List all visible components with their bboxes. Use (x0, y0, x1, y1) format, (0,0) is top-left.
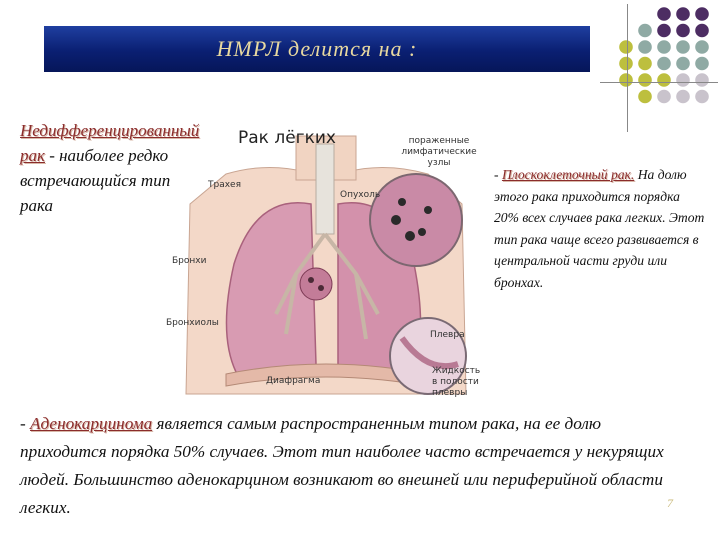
decorative-dot (676, 7, 690, 21)
bottom-dash: - (20, 414, 31, 433)
decorative-dots (616, 6, 716, 106)
decorative-dot (619, 40, 633, 54)
decorative-dot (619, 57, 633, 71)
decorative-dot (657, 90, 671, 104)
label-bronchioles: Бронхиолы (166, 318, 219, 328)
decorative-dot (676, 90, 690, 104)
decorative-dot (676, 57, 690, 71)
decorative-dot (695, 73, 709, 87)
label-lymph-nodes: пораженные лимфатические узлы (401, 136, 477, 168)
decorative-dot (676, 40, 690, 54)
label-pleural-fluid: Жидкость в полости плевры (432, 366, 481, 398)
decorative-dot (695, 40, 709, 54)
left-body: - наиболее редко встречающийся тип рака (20, 146, 171, 215)
decorative-dot (676, 24, 690, 38)
page-number: 7 (667, 496, 673, 510)
figure-title: Рак лёгких (238, 128, 336, 148)
decorative-dot (638, 57, 652, 71)
right-highlight: Плоскоклеточный рак. (501, 167, 635, 182)
decorative-dot (695, 7, 709, 21)
decorative-dot (638, 40, 652, 54)
right-dash: - (494, 167, 502, 182)
right-text-block (494, 164, 706, 293)
label-tumor: Опухоль (340, 190, 381, 200)
decorative-dot (638, 90, 652, 104)
decorative-horizontal-line (600, 82, 718, 83)
decorative-dot (695, 24, 709, 38)
label-pleura: Плевра (430, 330, 465, 340)
decorative-dot (657, 57, 671, 71)
left-highlight: Недифференцированный рак (20, 121, 200, 165)
slide-title: НМРЛ делится на : (216, 36, 418, 61)
bottom-body: является самым распространенным типом рака, на ее долю приходится порядка 50% случаев. Этот тип наиболее часто встречается у некурящих людей. Большинство аденокарцином возникают во внешней или периферийной области легких. (20, 414, 664, 517)
decorative-dot (695, 57, 709, 71)
bottom-highlight: Аденокарцинома (30, 414, 153, 433)
decorative-dot (657, 40, 671, 54)
decorative-dot (695, 90, 709, 104)
decorative-vertical-line (627, 4, 628, 132)
decorative-dot (657, 73, 671, 87)
label-diaphragm: Диафрагма (266, 376, 321, 386)
decorative-dot (676, 73, 690, 87)
right-body: На долю этого рака приходится порядка 20% всех случаев рака легких. Этот тип рака чаще всего развивается в центральной части груди или бронхах. (494, 167, 705, 290)
decorative-dot (638, 24, 652, 38)
decorative-dot (619, 73, 633, 87)
decorative-dot (657, 24, 671, 38)
decorative-dot (657, 7, 671, 21)
bottom-text-block (20, 410, 680, 522)
label-bronchi: Бронхи (172, 256, 207, 266)
decorative-dot (638, 73, 652, 87)
label-trachea: Трахея (208, 180, 242, 190)
title-bar (44, 26, 590, 72)
